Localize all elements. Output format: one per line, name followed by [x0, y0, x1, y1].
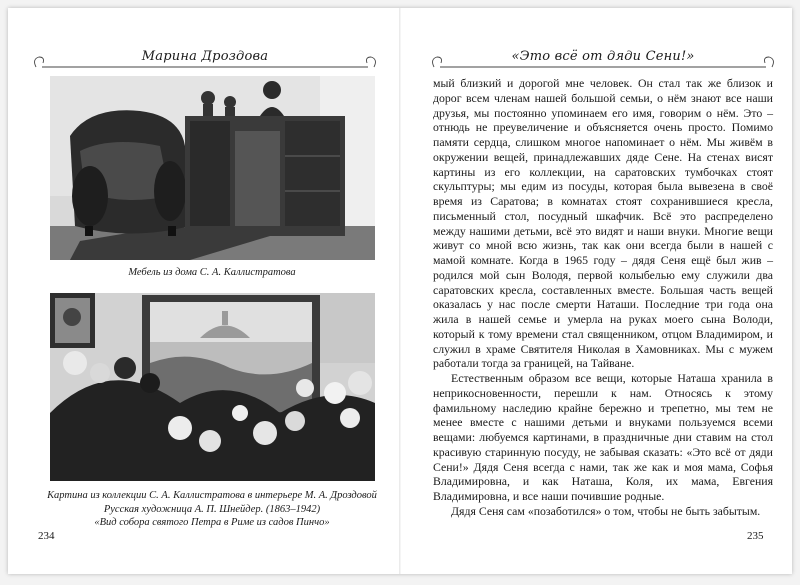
left-header-title: Марина Дроздова: [141, 49, 269, 64]
body-paragraph: мый близкий и дорогой мне человек. Он стал так же близок и дорог всем членам нашей большой семьи, о нём знают все наши друзья, мы постоянно упоминаем его имя, говорим о нём. Это – отнюдь не преувеличение и объясняется очень просто. Помимо памяти сердца, слишком многое напоминает о нём. Мы живём в окружении вещей, принадлежавших дяде Сене. На стенах висят картины из его коллекции, на саратовских тумбочках стоят скульптуры; мы едим из посуды, которая была вывезена в своё время из Саратова; в комнатах стоят сохранившиеся кресла, письменный стол, посудный шкафчик. Всё это распределено между нашими детьми, всё это видят и наши внуки. Многие вещи живут со мной всю жизнь, так как они всегда были в нашей с мамой комнате. Когда в 1965 году – дядя Сеня ещё был жив – родился мой сын Володя, первой колыбелью ему служили два саратовских кресла, составленных вместе. Большая часть вещей оказалась у нас после смерти Наташи. Последние три года она жила в нашей семье и умерла на руках моего сына Володи, который к тому времени стал священником, отцом Владимиром, и служил в храме Святителя Николая в Хамовниках. Мы с мужем работали тогда за границей, на Тайване.: [433, 76, 773, 371]
painting-caption-line: Русская художница А. П. Шнейдер. (1863–1942): [103, 503, 321, 515]
painting-caption-line: Картина из коллекции С. А. Каллистратова в интерьере М. А. Дроздовой: [47, 490, 377, 501]
right-header-title: «Это всё от дяди Сени!»: [511, 49, 695, 64]
body-paragraph: Естественным образом все вещи, которые Наташа хранила в неприкосновенности, перешли к нам. Относясь к этому фамильному наследию крайне бережно и трепетно, мы тем не менее вместе с нашими детьми и внуками пользуемся всеми вещами: любуемся картинами, в праздничные дни ставим на стол красивую старинную посуду, не забывая сказать: «Это всё от дяди Сени!» Дядя Сеня всегда с нами, так же как и моя мама, Софья Владимировна, и как Наташа, Коля, их мама, Евгения Владимировна, и все наши почившие родные.: [433, 371, 773, 503]
painting-caption-line: «Вид собора святого Петра в Риме из садов Пинчо»: [94, 517, 330, 528]
left-running-header: [30, 45, 380, 75]
body-paragraph: Дядя Сеня сам «позаботился» о том, чтобы не быть забытым.: [451, 503, 761, 518]
left-page-number: 234: [38, 530, 55, 542]
furniture-photo: [50, 76, 375, 260]
right-page-body: [433, 76, 773, 519]
book-gutter: [399, 8, 401, 574]
right-page-number: 235: [747, 530, 764, 542]
book-spread: [8, 8, 792, 574]
furniture-caption: Мебель из дома С. А. Каллистратова: [128, 267, 296, 278]
painting-caption: [38, 489, 386, 530]
right-running-header: [428, 45, 778, 75]
painting-photo: [50, 293, 375, 481]
